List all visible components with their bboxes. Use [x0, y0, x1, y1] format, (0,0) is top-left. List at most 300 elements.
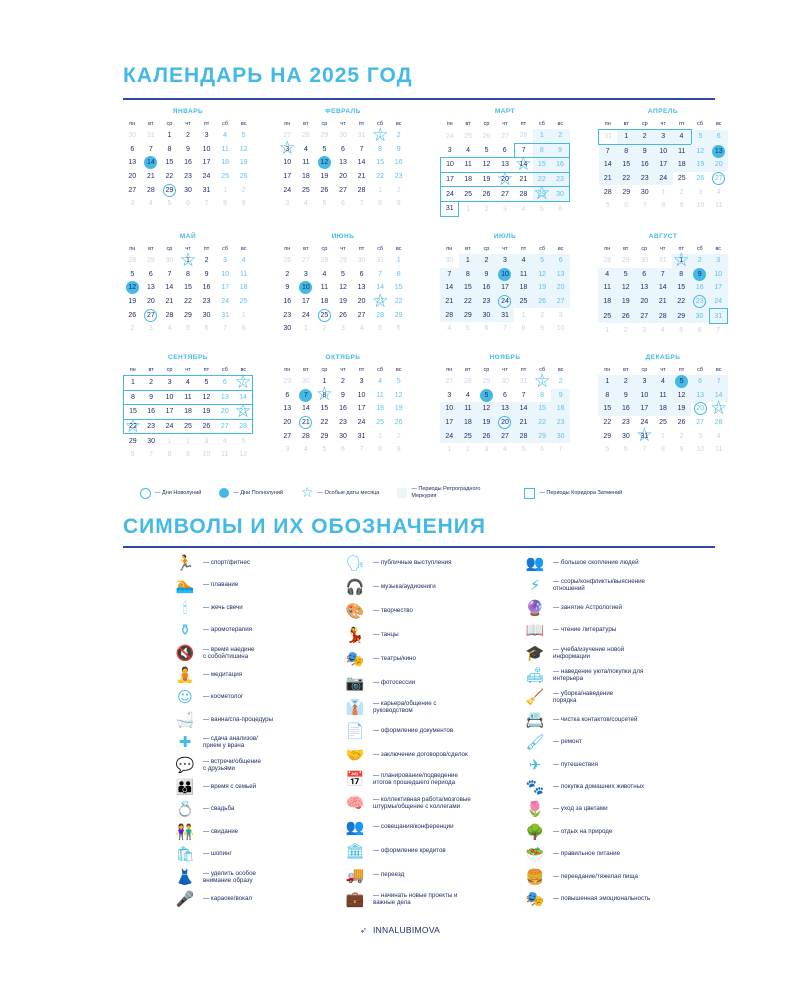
calendar-day-other-month: 2: [186, 437, 190, 445]
calendar-day: 20: [357, 298, 366, 306]
calendar-day: 3: [204, 132, 209, 140]
calendar-day: 9: [636, 144, 655, 158]
calendar-day-other-month: 30: [128, 132, 137, 140]
symbol-label: — время с семьей: [203, 783, 257, 791]
calendar-day-other-month: 2: [679, 188, 684, 196]
weekday-header: пт: [520, 246, 527, 252]
calendar-day: 6: [148, 270, 153, 278]
calendar-day: 2: [477, 254, 496, 268]
calendar-day: 19: [339, 298, 347, 306]
weekday-header: вс: [557, 246, 564, 252]
weekday-header: пт: [678, 367, 685, 373]
calendar-day: 20: [635, 295, 654, 309]
calendar-day: 7: [709, 375, 728, 389]
calendar-day: 10: [441, 158, 459, 173]
outlined-square-icon: [524, 488, 535, 499]
calendar-day: 17: [160, 405, 178, 420]
calendar-day: 1: [396, 257, 401, 265]
calendar-day: 6: [503, 391, 507, 399]
symbol-item: [525, 777, 705, 797]
calendar-day: 24: [654, 172, 673, 186]
symbol-label: — переезд: [373, 871, 405, 879]
calendar-day: 22: [459, 295, 478, 309]
argument-icon: ⚡: [529, 576, 541, 594]
weekday-header: вт: [465, 367, 471, 373]
calendar-day: 16: [691, 281, 710, 295]
calendar-day: ☆ 1: [179, 254, 198, 268]
tree-icon: 🌳: [525, 823, 545, 841]
calendar-day: 5: [484, 146, 489, 154]
calendar-day: 17: [496, 281, 515, 295]
footer-brand-text: INNALUBIMOVA: [372, 925, 441, 935]
calendar-day: 18: [320, 298, 329, 306]
face-mask-icon: ☺: [177, 688, 193, 706]
calendar-day-other-month: 30: [640, 257, 649, 265]
calendar-day: 28: [146, 186, 155, 194]
weekday-header: сб: [377, 121, 384, 127]
legend-retro-mercury-label: — Периоды Ретроградного Меркурия: [411, 486, 481, 499]
calendar-day: 17: [221, 284, 229, 292]
weekday-header: сб: [538, 121, 545, 127]
calendar-day: 4: [654, 375, 673, 389]
calendar-day-other-month: 2: [396, 186, 401, 194]
calendar-day: 22: [320, 419, 329, 427]
calendar-day-other-month: 25: [464, 132, 473, 140]
calendar-day: 8: [617, 144, 636, 158]
calendar-day-other-month: 3: [148, 325, 153, 333]
symbol-label: — правильное питание: [553, 850, 621, 858]
calendar-day-other-month: 4: [660, 327, 665, 335]
weekday-header: ср: [166, 121, 173, 127]
symbol-item: [175, 620, 355, 640]
calendar-day: 20: [710, 158, 729, 172]
calendar-day: 5: [341, 270, 345, 278]
symbol-label: — совещания/конференции: [373, 823, 454, 831]
weekday-header: вт: [465, 121, 471, 127]
symbol-item: [525, 687, 705, 707]
calendar-day: 6: [691, 375, 710, 389]
calendar-day: 25: [598, 309, 617, 324]
month-name: МАРТ: [494, 108, 516, 115]
healthy-food-icon: 🥗: [525, 845, 545, 863]
calendar-day: 2: [186, 132, 190, 140]
calendar-day: 18: [459, 172, 477, 187]
calendar-day: 3: [447, 391, 452, 399]
calendar-day: ☆ 8: [315, 389, 334, 403]
weekday-header: чт: [660, 246, 666, 252]
month-name: МАЙ: [179, 233, 197, 240]
calendar-day: 30: [551, 187, 569, 202]
calendar-day-other-month: 8: [378, 200, 383, 208]
calendar-day: 26: [617, 309, 636, 324]
calendar-day: 15: [376, 159, 384, 167]
symbol-item: [525, 643, 705, 663]
calendar-day: 22: [165, 173, 174, 181]
calendar-day-other-month: 2: [465, 446, 470, 454]
conference-icon: 👥: [345, 818, 365, 836]
muted-speaker-icon: 🔇: [175, 644, 195, 662]
bathtub-icon: 🛁: [175, 711, 195, 729]
calendar-day: 30: [339, 432, 347, 440]
calendar-day: 27: [128, 186, 137, 194]
calendar-day-other-month: 11: [221, 451, 229, 459]
calendar-day: 22: [617, 172, 636, 186]
symbol-label: — публичные выступления: [373, 559, 452, 567]
calendar-day-other-month: 1: [378, 186, 383, 194]
moving-truck-icon: 🚚: [345, 866, 365, 884]
calendar-day-other-month: 5: [378, 325, 383, 333]
calendar-day-other-month: 1: [661, 188, 666, 196]
calendar-day: 1: [459, 254, 478, 268]
calendar-day: 30: [147, 437, 156, 445]
month-9: [123, 354, 253, 462]
calendar-day: 6: [635, 268, 654, 282]
calendar-day: 31: [202, 186, 211, 194]
month-2: [278, 108, 408, 211]
calendar-day: 12: [197, 390, 215, 405]
weekday-header: ср: [166, 246, 173, 252]
calendar-day: 24: [221, 298, 229, 306]
calendar-day: 5: [241, 132, 246, 140]
calendar-day: 13: [216, 390, 234, 405]
symbol-item: [525, 732, 705, 752]
calendar-day-other-month: 27: [301, 257, 310, 265]
calendar-day: 19: [617, 295, 636, 309]
calendar-day: 16: [394, 159, 403, 167]
calendar-day-other-month: 7: [223, 325, 228, 333]
calendar-day: 11: [654, 389, 673, 403]
weekday-header: сб: [539, 367, 546, 373]
symbol-label: — уделить особое внимание образу: [203, 869, 256, 884]
brain-icon: 🧠: [345, 794, 365, 812]
calendar-day-other-month: 30: [357, 257, 366, 265]
calendar-day: 18: [239, 284, 248, 292]
symbol-label: — карьера/общение с руководством: [373, 699, 437, 714]
calendar-day: 24: [301, 311, 310, 319]
calendar-day-other-month: 5: [521, 446, 526, 454]
calendar-day: 16: [202, 284, 211, 292]
calendar-day-other-month: 26: [482, 132, 491, 140]
calendar-day: 2: [204, 257, 209, 265]
weekday-header: вт: [623, 121, 629, 127]
calendar-day: 29: [622, 188, 631, 196]
calendar-day-other-month: 1: [378, 432, 383, 440]
calendar-day: 12: [239, 145, 248, 153]
calendar-day: 3: [160, 376, 178, 391]
calendar-day: 25: [239, 298, 248, 306]
symbol-label: — чтение литературы: [553, 626, 617, 634]
calendar-day: 15: [617, 158, 636, 172]
symbol-label: — караоке/вокал: [203, 895, 253, 903]
month-name: ОКТЯБРЬ: [325, 354, 361, 361]
calendar-day: 28: [714, 419, 723, 427]
month-7: [440, 233, 570, 336]
symbol-item: [345, 553, 525, 573]
calendar-day-other-month: 1: [303, 325, 308, 333]
calendar-day: 31: [496, 308, 515, 322]
calendar-day: 29: [459, 308, 478, 322]
weekday-header: сб: [696, 246, 703, 252]
symbol-item: [345, 865, 525, 885]
weekday-header: пн: [129, 121, 136, 127]
calendar-day: 14: [142, 156, 161, 170]
calendar-day-other-month: 2: [540, 311, 545, 319]
calendar-day-other-month: 6: [697, 327, 702, 335]
calendar-day: 18: [514, 281, 533, 295]
symbols-title: СИМВОЛЫ И ИХ ОБОЗНАЧЕНИЯ: [123, 515, 486, 538]
symbol-item: [345, 841, 525, 861]
calendar-day: 15: [124, 405, 142, 420]
calendar-day: 21: [165, 298, 174, 306]
calendar-day: 25: [315, 308, 334, 322]
calendar-day: 25: [659, 419, 667, 427]
calendar-day: 6: [341, 145, 345, 153]
calendar-day: 20: [496, 416, 515, 430]
calendar-day: 9: [142, 390, 160, 405]
calendar-day: ☆ 29: [533, 187, 551, 202]
astrologer-icon: 🔮: [525, 599, 545, 617]
symbol-label: — чистка контактов/соцсетей: [553, 716, 638, 724]
calendar-day-other-month: 5: [322, 200, 327, 208]
calendar-day: 24: [496, 295, 515, 309]
calendar-day: 21: [357, 173, 366, 181]
calendar-day: 3: [223, 257, 228, 265]
calendar-day: 28: [301, 432, 310, 440]
legend-full-moon: [219, 488, 283, 498]
weekday-header: вт: [148, 367, 154, 373]
calendar-day: 22: [184, 298, 192, 306]
month-table: [440, 119, 570, 217]
calendar-day: 1: [598, 375, 617, 389]
calendar-day-other-month: 5: [241, 437, 246, 445]
weekday-header: сб: [377, 246, 384, 252]
calendar-day-other-month: 6: [540, 446, 545, 454]
calendar-day: 28: [440, 308, 459, 322]
calendar-day-other-month: 7: [558, 446, 563, 454]
calendar-day: 7: [167, 270, 172, 278]
calendar-day-other-month: 9: [679, 202, 684, 210]
calendar-day: 13: [339, 159, 347, 167]
calendar-day: 19: [533, 281, 552, 295]
new-moon-icon: [140, 488, 151, 499]
calendar-day: 26: [677, 419, 686, 427]
calendar-day: 10: [440, 402, 459, 416]
calendar-day-other-month: 7: [642, 446, 647, 454]
calendar-day-other-month: 9: [679, 446, 684, 454]
swimmer-icon: 🏊: [175, 576, 195, 594]
calendar-day: 6: [359, 270, 364, 278]
calendar-day-other-month: 28: [320, 257, 329, 265]
month-name: АПРЕЛЬ: [647, 108, 679, 115]
calendar-day-other-month: 27: [501, 132, 509, 140]
weekday-header: вт: [465, 246, 471, 252]
month-name: СЕНТЯБРЬ: [168, 354, 208, 361]
symbol-label: — ванна/спа-процедуры: [203, 716, 274, 724]
month-name: ФЕВРАЛЬ: [325, 108, 361, 115]
weekday-header: вс: [557, 367, 564, 373]
calendar-day: 8: [598, 389, 617, 403]
calendar-day: 3: [496, 254, 515, 268]
calendar-day: 23: [477, 295, 496, 309]
calendar-day: 26: [533, 295, 552, 309]
symbol-label: — косметолог: [203, 693, 244, 701]
symbol-item: [175, 687, 355, 707]
symbol-label: — оформление кредитов: [373, 847, 446, 855]
calendar-day-other-month: 1: [241, 311, 246, 319]
calendar-day: 13: [551, 268, 570, 282]
weekday-header: ср: [321, 367, 328, 373]
calendar-day-other-month: 30: [501, 378, 509, 386]
legend-new-moon-label: — Дни Новолуний: [155, 490, 202, 496]
weekday-header: вс: [240, 121, 247, 127]
calendar-day-other-month: 31: [357, 132, 366, 140]
symbol-item: [525, 598, 705, 618]
calendar-day: 27: [696, 419, 704, 427]
full-moon-icon: [219, 488, 229, 498]
symbol-item: [345, 769, 525, 789]
weekday-header: ср: [641, 121, 648, 127]
wedding-rings-icon: 💍: [175, 800, 195, 818]
calendar-day: 10: [496, 268, 515, 282]
calendar-day: 10: [297, 281, 316, 295]
calendar-day: 9: [551, 143, 569, 158]
calendar-day: 18: [301, 173, 310, 181]
calendar-day: 14: [514, 402, 533, 416]
calendar-day-other-month: 9: [186, 451, 190, 459]
calendar-day: 19: [477, 172, 495, 187]
calendar-day: 12: [123, 281, 142, 295]
medical-cross-icon: ✚: [178, 733, 192, 751]
calendar-day: 5: [477, 389, 496, 403]
calendar-day-other-month: 30: [165, 257, 174, 265]
symbol-label: — фотосессии: [373, 679, 416, 687]
calendar-day-other-month: 31: [146, 132, 155, 140]
weekday-header: вт: [623, 367, 629, 373]
weekday-header: вс: [715, 121, 722, 128]
calendar-day: 18: [459, 416, 478, 430]
weekday-header: чт: [185, 121, 191, 127]
weekday-header: чт: [660, 121, 666, 127]
symbol-label: — покупка домашних животных: [553, 783, 645, 791]
calendar-day: 2: [551, 129, 569, 143]
calendar-day: ☆ 21: [234, 405, 252, 420]
symbol-label: — шопинг: [203, 850, 232, 858]
calendar-day: 8: [167, 145, 172, 153]
calendar-day: 16: [339, 405, 347, 413]
calendar-day: 9: [285, 284, 290, 292]
calendar-day: 21: [599, 172, 618, 186]
calendar-day: 4: [241, 257, 246, 265]
calendar-day-other-month: 30: [301, 378, 310, 386]
symbol-item: [175, 844, 355, 864]
month-12: [598, 354, 728, 457]
running-person-icon: 🏃: [175, 554, 195, 572]
calendar-day: 2: [617, 375, 636, 389]
calendar-day: 29: [533, 429, 552, 443]
palette-icon: 🎨: [345, 602, 365, 620]
weekday-header: вс: [240, 367, 247, 373]
calendar-day: ☆ 20: [496, 172, 514, 187]
calendar-day: 8: [186, 270, 190, 278]
calendar-day: 14: [165, 284, 174, 292]
calendar-day: 30: [184, 186, 192, 194]
symbol-item: [345, 721, 525, 741]
symbol-item: [345, 817, 525, 837]
calendar-day: 11: [673, 144, 692, 158]
calendar-day-other-month: 6: [130, 451, 135, 459]
weekday-header: пт: [203, 246, 210, 252]
calendar-day: 23: [636, 172, 655, 186]
calendar-day-other-month: 4: [503, 446, 507, 454]
calendar-day: 18: [221, 159, 229, 167]
calendar-day: 20: [146, 298, 155, 306]
calendar-day: 5: [396, 378, 401, 386]
calendar-day: 11: [221, 145, 229, 153]
calendar-day: 28: [165, 311, 174, 319]
weekday-header: вт: [303, 367, 309, 373]
calendar-day: 8: [124, 390, 142, 405]
dancers-icon: 💃: [345, 626, 365, 644]
calendar-day: 19: [672, 402, 691, 416]
calendar-day: 29: [128, 437, 137, 445]
calendar-day: 30: [640, 188, 649, 196]
calendar-day: 14: [357, 159, 366, 167]
calendar-day-other-month: 3: [698, 188, 703, 196]
calendar-day-other-month: 7: [359, 200, 364, 208]
symbol-label: — начинать новые проекты и важные дела: [373, 891, 458, 906]
weekday-header: пн: [446, 246, 453, 252]
month-8: [598, 233, 728, 338]
symbol-item: [345, 625, 525, 645]
calendar-day-other-month: 4: [716, 188, 721, 196]
symbol-label: — наведение уюта/покупки для интерьера: [553, 667, 644, 682]
symbol-item: [345, 649, 525, 669]
symbol-item: [345, 577, 525, 597]
symbol-label: — коллективная работа/мозговые штурмы/общение с коллегами: [373, 795, 471, 810]
calendar-day: 15: [672, 281, 691, 295]
weekday-header: пт: [358, 367, 365, 373]
handshake-icon: 🤝: [345, 746, 365, 764]
bank-icon: 🏛: [345, 842, 365, 860]
calendar-day-other-month: 4: [447, 325, 452, 333]
calendar-day-other-month: 2: [130, 325, 135, 333]
calendar-day-other-month: 11: [715, 446, 723, 454]
calendar-day: 21: [440, 295, 459, 309]
calendar-day-other-month: 29: [146, 257, 155, 265]
calendar-day: 5: [691, 130, 710, 145]
calendar-day: 13: [635, 281, 654, 295]
month-name: ИЮНЬ: [331, 233, 355, 240]
symbol-label: — плавание: [203, 581, 239, 589]
calendar-day-other-month: 8: [661, 202, 666, 210]
calendar-day: 10: [357, 391, 366, 399]
calendar-day-other-month: 1: [223, 186, 228, 194]
calendar-day-other-month: 3: [698, 432, 703, 440]
weekday-header: чт: [340, 367, 346, 373]
calendar-day: 10: [221, 270, 229, 278]
calendar-day: 6: [216, 376, 234, 391]
calendar-day: 2: [691, 254, 710, 268]
calendar-day: 27: [142, 308, 161, 322]
calendar-day-other-month: 28: [301, 132, 310, 140]
calendar-day: 14: [376, 284, 384, 292]
month-table: [598, 244, 728, 338]
month-1: [123, 108, 253, 211]
calendar-day: 4: [223, 132, 228, 140]
weekday-header: пт: [679, 121, 685, 127]
weekday-header: чт: [660, 367, 666, 373]
calendar-day: 3: [447, 146, 452, 154]
